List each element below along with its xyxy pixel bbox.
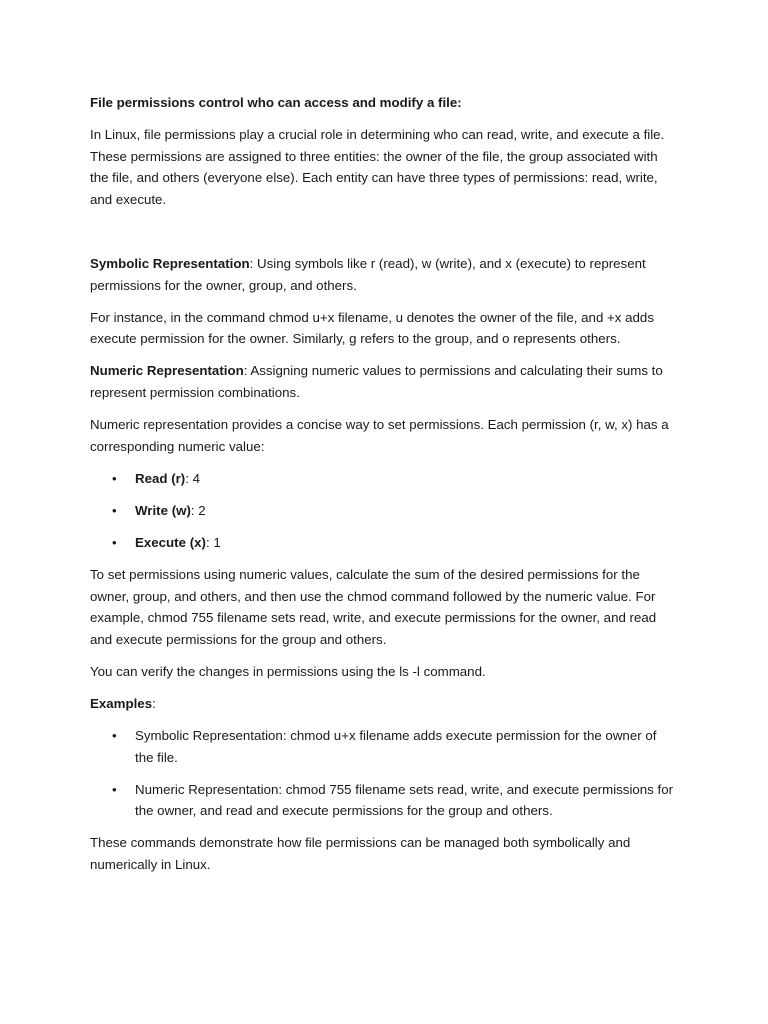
bullet-icon: • [112, 781, 117, 797]
numeric-text: : Assigning numeric values to permissions and calculating their sums to represent permission combinations. [90, 363, 663, 400]
verify-paragraph: You can verify the changes in permissions using the ls -l command. [90, 663, 486, 679]
permission-values-list [90, 468, 678, 554]
spacer [90, 221, 678, 253]
examples-suffix: : [152, 695, 156, 711]
permission-label: Read (r) [135, 470, 186, 486]
symbolic-example-paragraph: For instance, in the command chmod u+x filename, u denotes the owner of the file, and +x adds execute permission for the owner. Similarly, g refers to the group, and o represents others. [90, 309, 654, 347]
example-text: Symbolic Representation: chmod u+x filename adds execute permission for the owner of the file. [135, 728, 657, 765]
examples-list [90, 725, 678, 822]
numeric-intro-paragraph: Numeric representation provides a concise way to set permissions. Each permission (r, w, x) has a corresponding numeric value: [90, 417, 669, 454]
examples-label: Examples [90, 695, 153, 711]
list-item [90, 500, 678, 522]
bullet-icon: • [112, 728, 117, 744]
document-heading: File permissions control who can access and modify a file: [90, 95, 462, 110]
conclusion-paragraph: These commands demonstrate how file permissions can be managed both symbolically and numerically in Linux. [90, 835, 631, 873]
intro-paragraph: In Linux, file permissions play a crucial role in determining who can read, write, and execute a file. These permissions are assigned to three entities: the owner of the file, the group associated with the file, and others (everyone else). Each entity can have three types of permissions: read, write, and execute. [90, 127, 665, 207]
permission-value: : 1 [205, 534, 221, 550]
list-item [90, 532, 678, 554]
permission-label: Execute (x) [135, 534, 206, 550]
list-item [90, 725, 678, 768]
symbolic-text: : Using symbols like r (read), w (write), and x (execute) to represent permissions for the owner, group, and others. [90, 255, 646, 293]
symbolic-paragraph [90, 253, 678, 296]
permission-value: : 4 [185, 470, 201, 486]
bullet-icon: • [112, 470, 117, 486]
list-item [90, 779, 678, 822]
numeric-explain-paragraph: To set permissions using numeric values, calculate the sum of the desired permissions for the owner, group, and others, and then use the chmod command followed by the numeric value. For example, chmod 755 filename sets read, write, and execute permissions for the owner, and read and execute permissions for the group and others. [90, 567, 657, 647]
bullet-icon: • [112, 534, 117, 550]
examples-heading [90, 693, 678, 715]
numeric-paragraph [90, 360, 678, 403]
permission-value: : 2 [190, 502, 206, 518]
bullet-icon: • [112, 502, 117, 518]
example-text: Numeric Representation: chmod 755 filename sets read, write, and execute permissions for the owner, and read and execute permissions for the group and others. [135, 781, 674, 819]
permission-label: Write (w) [135, 502, 191, 518]
list-item [90, 468, 678, 490]
numeric-label: Numeric Representation [90, 363, 244, 379]
symbolic-label: Symbolic Representation [90, 255, 250, 271]
